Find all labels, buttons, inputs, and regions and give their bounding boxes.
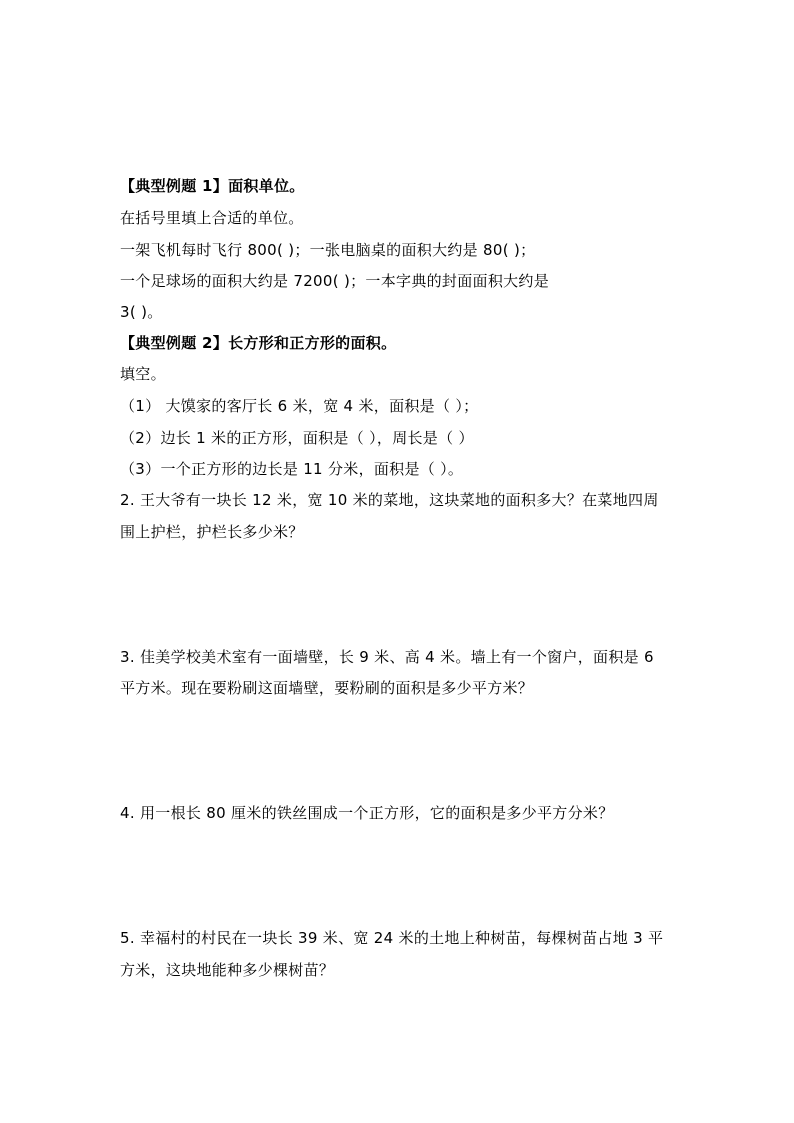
example1-question-line-3: 3( )。: [120, 303, 163, 321]
problem-5-line-1: 5. 幸福村的村民在一块长 39 米、宽 24 米的土地上种树苗，每棵树苗占地 3 平: [120, 929, 664, 947]
example1-heading: [120, 176, 680, 196]
example2-item-2: （2）边长 1 米的正方形，面积是（ ），周长是（ ）: [120, 429, 474, 447]
example2-heading-bracket: 【典型例题 2】: [120, 334, 229, 352]
example2-instruction: 填空。: [120, 365, 166, 383]
example2-item-1: （1） 大馍家的客厅长 6 米，宽 4 米，面积是（ ）；: [120, 397, 479, 415]
example1-heading-title: 面积单位。: [228, 177, 305, 195]
example1-instruction: 在括号里填上合适的单位。: [120, 209, 304, 227]
problem-3-line-1: 3. 佳美学校美术室有一面墙壁，长 9 米、高 4 米。墙上有一个窗户，面积是 6: [120, 648, 654, 666]
problem-2-line-2: 围上护栏，护栏长多少米？: [120, 523, 304, 541]
example1-question-line-1: 一架飞机每时飞行 800( )；一张电脑桌的面积大约是 80( )；: [120, 241, 536, 259]
example1-question-line-2: 一个足球场的面积大约是 7200( )；一本字典的封面面积大约是: [120, 272, 550, 290]
problem-5-line-2: 方米，这块地能种多少棵树苗？: [120, 961, 335, 979]
example2-heading-title: 长方形和正方形的面积。: [228, 334, 397, 352]
example1-heading-bracket: 【典型例题 1】: [120, 177, 229, 195]
example2-item-3: （3）一个正方形的边长是 11 分米，面积是（ ）。: [120, 460, 464, 478]
example2-heading: [120, 333, 680, 353]
problem-4-line-1: 4. 用一根长 80 厘米的铁丝围成一个正方形，它的面积是多少平方分米？: [120, 804, 614, 822]
problem-3-line-2: 平方米。现在要粉刷这面墙壁，要粉刷的面积是多少平方米？: [120, 679, 534, 697]
problem-2-line-1: 2. 王大爷有一块长 12 米，宽 10 米的菜地，这块菜地的面积多大？在菜地四周: [120, 491, 659, 509]
